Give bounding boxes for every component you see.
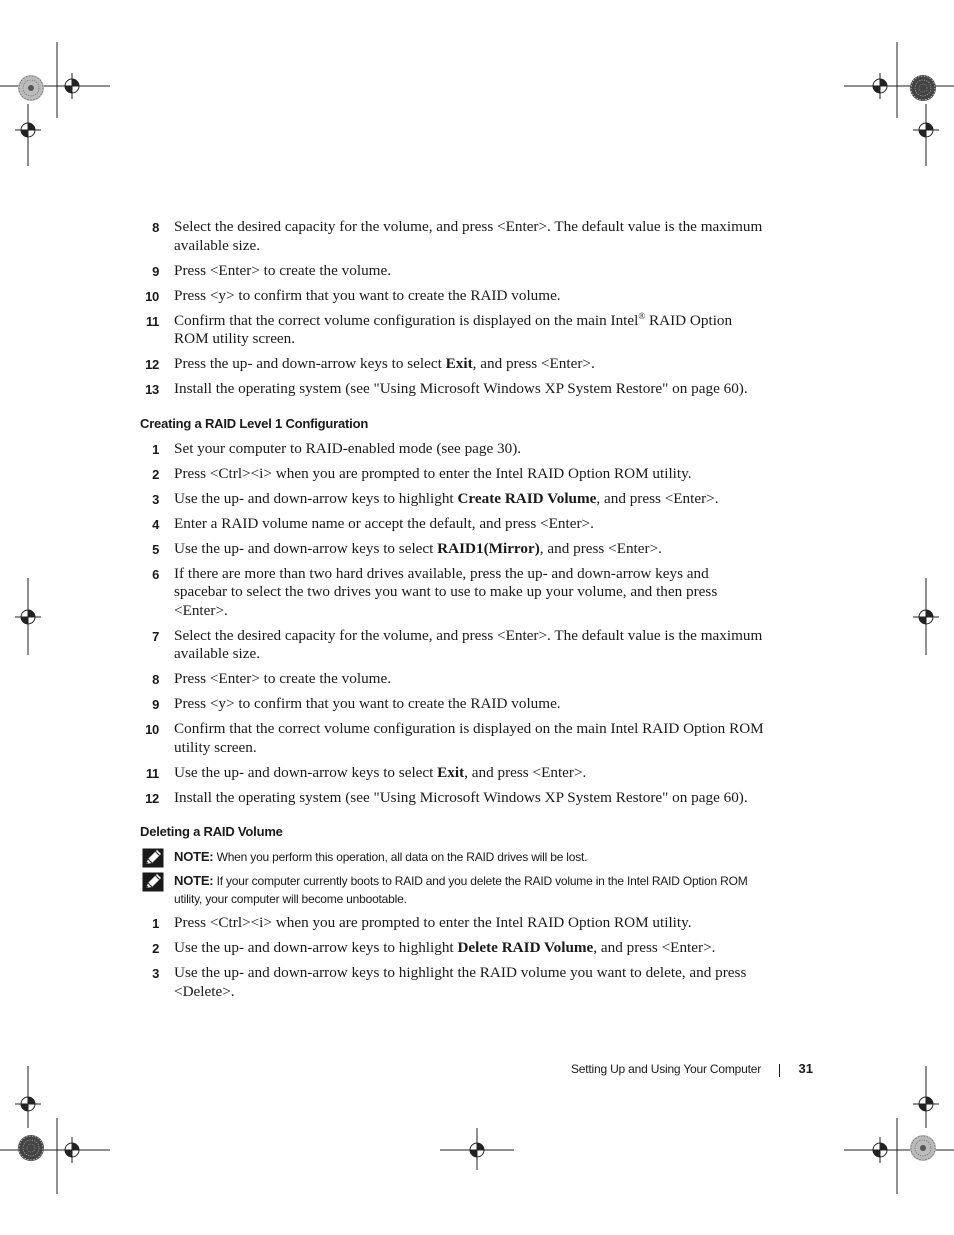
list-item bbox=[140, 540, 765, 559]
step-text-run: , and press <Enter>. bbox=[596, 489, 719, 507]
list-item bbox=[140, 355, 765, 374]
registration-mark-icon bbox=[867, 73, 893, 99]
note-label: NOTE: bbox=[174, 873, 214, 888]
page-content bbox=[140, 218, 765, 1008]
step-text-run: If there are more than two hard drives available, press the up- and down-arrow keys and spacebar to select the two drives you want to use to make up your volume, and then press <Enter>. bbox=[174, 564, 718, 619]
list-item bbox=[140, 720, 765, 757]
procedure-list-delete bbox=[140, 914, 765, 1001]
list-item bbox=[140, 515, 765, 534]
list-item bbox=[140, 490, 765, 509]
step-text bbox=[174, 720, 764, 756]
list-item bbox=[140, 670, 765, 689]
registration-mark-icon bbox=[913, 1091, 939, 1117]
registration-mark-icon bbox=[59, 73, 85, 99]
step-text bbox=[174, 262, 391, 279]
registration-mark-icon bbox=[867, 1137, 893, 1163]
step-text-run: Enter a RAID volume name or accept the default, and press <Enter>. bbox=[174, 514, 594, 532]
notes-block bbox=[140, 848, 765, 908]
list-item bbox=[140, 789, 765, 808]
registration-mark-icon bbox=[15, 1091, 41, 1117]
registration-mark-icon bbox=[464, 1137, 490, 1163]
step-text-run: Use the up- and down-arrow keys to highlight bbox=[174, 939, 458, 956]
step-text bbox=[174, 515, 594, 532]
step-number: 9 bbox=[152, 697, 159, 712]
note-label: NOTE: bbox=[174, 849, 214, 864]
step-number: 4 bbox=[152, 516, 159, 532]
step-text-run: Set your computer to RAID-enabled mode (see page 30). bbox=[174, 439, 522, 457]
note bbox=[140, 872, 765, 908]
step-number: 3 bbox=[152, 491, 159, 507]
step-number: 6 bbox=[152, 566, 159, 582]
list-item bbox=[140, 914, 765, 933]
step-text-run: Install the operating system (see "Using Microsoft Windows XP System Restore" on page 60). bbox=[174, 788, 748, 806]
step-text-run: , and press <Enter>. bbox=[472, 355, 595, 372]
star-target-mark-icon bbox=[18, 1135, 44, 1161]
step-text bbox=[174, 440, 521, 457]
step-number: 12 bbox=[145, 357, 159, 372]
step-text bbox=[174, 670, 391, 687]
step-number: 1 bbox=[152, 916, 159, 931]
list-item bbox=[140, 764, 765, 783]
step-text bbox=[174, 789, 748, 806]
menu-option-name: Exit bbox=[445, 355, 473, 372]
step-text-run: Use the up- and down-arrow keys to select bbox=[174, 539, 438, 557]
menu-option-name: Create RAID Volume bbox=[457, 489, 597, 507]
step-text-run: Select the desired capacity for the volume, and press <Enter>. The default value is the maximum available size. bbox=[174, 626, 763, 662]
step-text-run: Install the operating system (see "Using Microsoft Windows XP System Restore" on page 60). bbox=[174, 380, 748, 397]
step-text bbox=[174, 287, 561, 304]
step-number: 10 bbox=[145, 288, 159, 304]
step-number: 5 bbox=[152, 541, 159, 557]
step-text bbox=[174, 355, 595, 372]
list-item bbox=[140, 695, 765, 714]
step-text bbox=[174, 764, 586, 781]
step-text bbox=[174, 964, 746, 1000]
list-item bbox=[140, 218, 765, 255]
menu-option-name: Delete RAID Volume bbox=[457, 939, 594, 956]
step-text bbox=[174, 218, 762, 254]
step-text bbox=[174, 627, 762, 663]
step-text-run: Use the up- and down-arrow keys to highlight bbox=[174, 489, 458, 507]
page-number: 31 bbox=[798, 1061, 813, 1076]
step-number: 8 bbox=[152, 220, 159, 235]
step-text-run: Press <y> to confirm that you want to create the RAID volume. bbox=[174, 286, 561, 304]
note bbox=[140, 848, 765, 866]
page-footer bbox=[540, 1061, 815, 1081]
note-pencil-icon bbox=[142, 848, 164, 868]
step-text-run: , and press <Enter>. bbox=[539, 539, 662, 557]
step-text bbox=[174, 914, 692, 931]
registration-mark-icon bbox=[15, 604, 41, 630]
step-number: 7 bbox=[152, 628, 159, 644]
step-text-run: Select the desired capacity for the volume, and press <Enter>. The default value is the maximum available size. bbox=[174, 218, 763, 254]
list-item bbox=[140, 287, 765, 306]
registration-mark-icon bbox=[913, 604, 939, 630]
step-number: 13 bbox=[145, 382, 159, 397]
step-number: 2 bbox=[152, 941, 159, 956]
step-number: 12 bbox=[145, 790, 159, 806]
step-text-run: Confirm that the correct volume configuration is displayed on the main Intel bbox=[174, 311, 639, 329]
step-text-run: Use the up- and down-arrow keys to select bbox=[174, 763, 438, 781]
step-text-run: Press <Enter> to create the volume. bbox=[174, 670, 392, 687]
registered-trademark-symbol: ® bbox=[638, 310, 646, 321]
step-text-run: , and press <Enter>. bbox=[464, 763, 587, 781]
registration-mark-icon bbox=[59, 1137, 85, 1163]
step-number: 10 bbox=[145, 722, 159, 737]
step-text bbox=[174, 540, 662, 557]
star-target-mark-icon bbox=[910, 75, 936, 101]
step-number: 11 bbox=[145, 313, 159, 329]
step-text-run: Press <y> to confirm that you want to create the RAID volume. bbox=[174, 695, 561, 712]
step-text bbox=[174, 490, 719, 507]
star-target-mark-icon bbox=[18, 75, 44, 101]
list-item bbox=[140, 565, 765, 621]
step-number: 2 bbox=[152, 466, 159, 482]
step-text bbox=[174, 565, 717, 619]
registration-mark-icon bbox=[15, 117, 41, 143]
step-text bbox=[174, 695, 561, 712]
step-number: 8 bbox=[152, 672, 159, 687]
menu-option-name: RAID1(Mirror) bbox=[437, 539, 540, 557]
step-text-run: Press <Enter> to create the volume. bbox=[174, 261, 392, 279]
step-text-run: Press <Ctrl><i> when you are prompted to enter the Intel RAID Option ROM utility. bbox=[174, 464, 692, 482]
step-text-run: Press <Ctrl><i> when you are prompted to enter the Intel RAID Option ROM utility. bbox=[174, 914, 692, 931]
step-number: 1 bbox=[152, 441, 159, 457]
registration-mark-icon bbox=[913, 117, 939, 143]
footer-title: Setting Up and Using Your Computer bbox=[571, 1062, 761, 1076]
step-text bbox=[174, 465, 692, 482]
step-text-run: , and press <Enter>. bbox=[593, 939, 716, 956]
step-text-run: Use the up- and down-arrow keys to highlight the RAID volume you want to delete, and press <Delete>. bbox=[174, 964, 747, 1000]
list-item bbox=[140, 380, 765, 399]
note-text: If your computer currently boots to RAID and you delete the RAID volume in the Intel RAID Option ROM utility, your computer will become unbootable. bbox=[174, 874, 748, 906]
step-text bbox=[174, 939, 715, 956]
note-pencil-icon bbox=[142, 872, 164, 892]
procedure-list-raid1 bbox=[140, 440, 765, 808]
note-text: When you perform this operation, all data on the RAID drives will be lost. bbox=[213, 850, 588, 864]
step-text-run: Press the up- and down-arrow keys to select bbox=[174, 355, 446, 372]
list-item bbox=[140, 465, 765, 484]
menu-option-name: Exit bbox=[437, 763, 465, 781]
step-number: 11 bbox=[145, 765, 159, 781]
step-text-run: RAID Option ROM utility screen. bbox=[174, 311, 733, 347]
section-heading-raid1: Creating a RAID Level 1 Configuration bbox=[140, 415, 369, 431]
section-heading-delete: Deleting a RAID Volume bbox=[140, 824, 283, 839]
list-item bbox=[140, 262, 765, 281]
list-item bbox=[140, 312, 765, 349]
step-text-run: Confirm that the correct volume configuration is displayed on the main Intel RAID Option ROM utility screen. bbox=[174, 720, 764, 756]
list-item bbox=[140, 627, 765, 664]
step-number: 9 bbox=[152, 263, 159, 279]
list-item bbox=[140, 440, 765, 459]
list-item bbox=[140, 939, 765, 958]
star-target-mark-icon bbox=[910, 1135, 936, 1161]
footer-separator bbox=[779, 1064, 780, 1077]
step-text bbox=[174, 380, 748, 397]
step-text bbox=[174, 312, 732, 348]
step-number: 3 bbox=[152, 966, 159, 981]
procedure-list-raid0-end bbox=[140, 218, 765, 399]
list-item bbox=[140, 964, 765, 1001]
